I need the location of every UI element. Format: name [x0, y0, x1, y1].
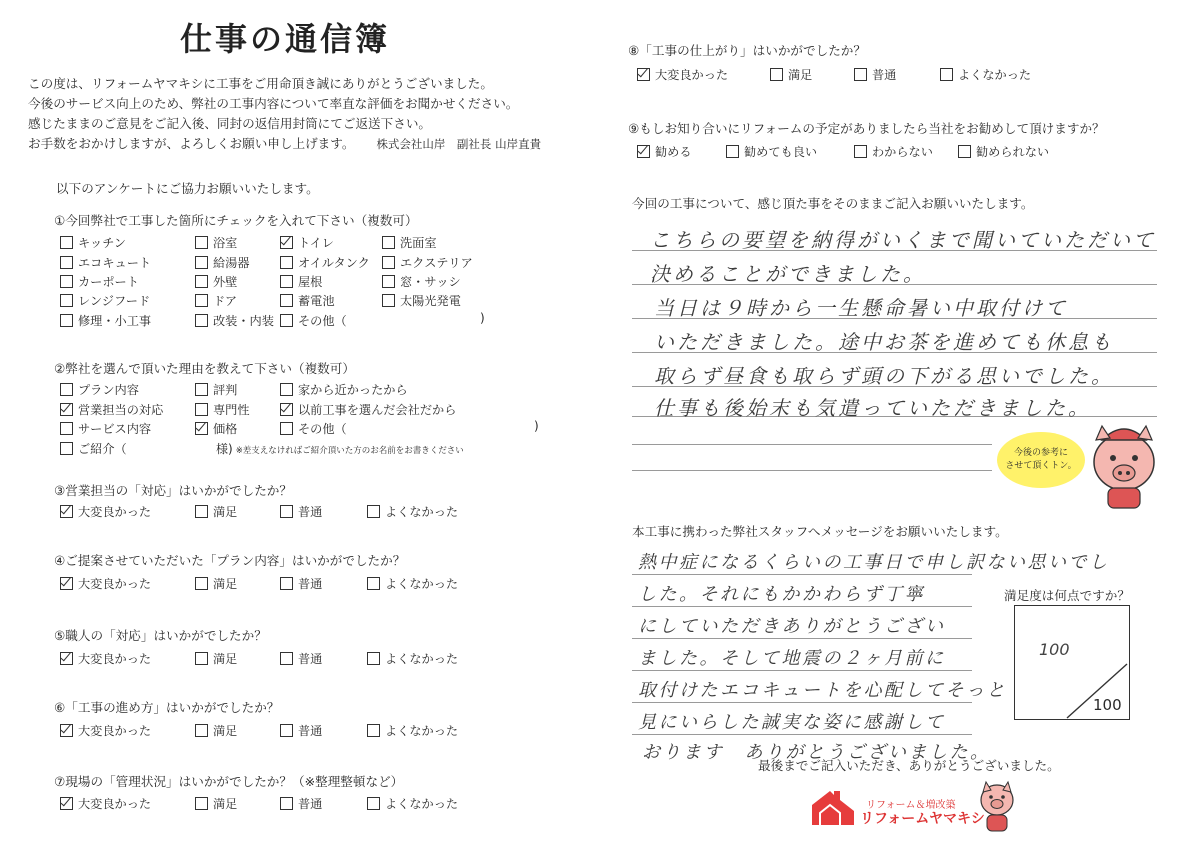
comment-line: 決めることができました。: [650, 262, 926, 286]
q8-option[interactable]: [854, 66, 896, 83]
q5-option[interactable]: [195, 650, 237, 667]
q4-option[interactable]: [367, 575, 458, 592]
checkbox[interactable]: [280, 505, 293, 518]
option-label: 窓・サッシ: [400, 275, 461, 289]
q9-option[interactable]: [637, 143, 692, 160]
option-label: わからない: [872, 145, 933, 159]
intro-text: [28, 74, 541, 154]
q1-option[interactable]: [280, 234, 334, 251]
referral-note: ※差支えなければご紹介頂いた方のお名前をお書きください: [235, 446, 464, 456]
checkbox[interactable]: [60, 442, 73, 455]
option-label: プラン内容: [78, 383, 139, 397]
checkbox[interactable]: [280, 314, 293, 327]
q8-option[interactable]: [637, 66, 728, 83]
closing-message: 最後までご記入いただき、ありがとうございました。: [758, 758, 1060, 773]
q1-option[interactable]: [60, 254, 151, 271]
q9-option[interactable]: [958, 143, 1049, 160]
q8-option[interactable]: [770, 66, 812, 83]
q2-option[interactable]: [195, 401, 250, 418]
option-label: 修理・小工事: [78, 314, 152, 328]
comment-line: こちらの要望を納得がいくまで聞いていただいて: [650, 228, 1156, 252]
q5-option[interactable]: [60, 650, 151, 667]
satisfaction-score-box: [1014, 605, 1130, 720]
comment-line: 仕事も後始末も気遣っていただきました。: [654, 396, 1091, 420]
option-label: 大変良かった: [78, 505, 152, 519]
q1-option[interactable]: [280, 254, 370, 271]
option-label: 太陽光発電: [400, 294, 461, 308]
checkbox[interactable]: [195, 256, 208, 269]
checkbox[interactable]: [60, 275, 73, 288]
q2-option[interactable]: [60, 381, 139, 398]
q2-other-close: ): [534, 419, 539, 433]
comment-line: 取らず昼食も取らず頭の下がる思いでした。: [654, 364, 1114, 388]
q6-option[interactable]: [280, 722, 322, 739]
checkbox[interactable]: [60, 652, 73, 665]
checkbox[interactable]: [637, 145, 650, 158]
comments-label: 今回の工事について、感じ頂た事をそのままご記入お願いいたします。: [632, 196, 1034, 211]
referral-suffix: 様) ※差支えなければご紹介頂いた方のお名前をお書きください: [216, 442, 464, 456]
pig-logo-icon: [974, 780, 1020, 834]
checkbox[interactable]: [382, 236, 395, 249]
question-3-label: ③営業担当の「対応」はいかがでしたか？: [54, 483, 292, 498]
checkbox[interactable]: [280, 256, 293, 269]
option-label: 外壁: [213, 275, 238, 289]
checkbox[interactable]: [280, 724, 293, 737]
checkbox[interactable]: [280, 422, 293, 435]
option-label: 大変良かった: [78, 652, 152, 666]
q7-option[interactable]: [60, 795, 151, 812]
checkbox[interactable]: [195, 797, 208, 810]
checkbox[interactable]: [854, 68, 867, 81]
option-label: 満足: [788, 68, 813, 82]
checkbox[interactable]: [60, 294, 73, 307]
option-label: 勧められない: [976, 145, 1050, 159]
checkbox[interactable]: [367, 652, 380, 665]
q4-option[interactable]: [195, 575, 237, 592]
q2-option[interactable]: [280, 420, 347, 437]
option-label: 価格: [213, 422, 238, 436]
option-label: よくなかった: [385, 797, 459, 811]
question-2-label: ②弊社を選んで頂いた理由を教えて下さい（複数可）: [54, 361, 355, 376]
option-label: よくなかった: [958, 68, 1032, 82]
q7-option[interactable]: [280, 795, 322, 812]
intro-line: 感じたままのご意見をご記入後、同封の返信用封筒にてご返送下さい。: [28, 116, 431, 131]
staff-message-line: 取付けたエコキュートを心配してそっと: [638, 680, 1007, 701]
satisfaction-score: 100: [1039, 640, 1070, 659]
ruled-line: [632, 702, 972, 703]
option-label: 専門性: [213, 403, 250, 417]
q1-option[interactable]: [195, 254, 250, 271]
checkbox[interactable]: [637, 68, 650, 81]
q1-option[interactable]: [195, 292, 237, 309]
checkbox[interactable]: [280, 652, 293, 665]
question-6-label: ⑥「工事の進め方」はいかがでしたか？: [54, 700, 280, 715]
option-label: 営業担当の対応: [78, 403, 164, 417]
question-7-label: ⑦現場の「管理状況」はいかがでしたか？（※整理整頓など）: [54, 774, 404, 789]
option-label: 大変良かった: [655, 68, 729, 82]
option-label: 満足: [213, 797, 238, 811]
option-label: 評判: [213, 383, 238, 397]
checkbox[interactable]: [280, 275, 293, 288]
staff-message-line: 見にいらした誠実な姿に感謝して: [638, 712, 946, 733]
checkbox[interactable]: [280, 383, 293, 396]
q1-option[interactable]: [60, 292, 150, 309]
q1-option[interactable]: [195, 312, 274, 329]
option-label: 屋根: [298, 275, 323, 289]
house-logo-icon: [810, 787, 856, 827]
q1-option[interactable]: [60, 312, 151, 329]
speech-bubble: 今後の参考に させて頂くトン。: [997, 432, 1085, 488]
checkbox[interactable]: [195, 403, 208, 416]
staff-message-line: おります ありがとうございました。: [642, 742, 991, 763]
option-label: よくなかった: [385, 505, 459, 519]
question-4-label: ④ご提案させていただいた「プラン内容」はいかがでしたか？: [54, 553, 406, 568]
option-label: 大変良かった: [78, 797, 152, 811]
question-9-label: ⑨もしお知り合いにリフォームの予定がありましたら当社をお勧めして頂けますか？: [628, 121, 1105, 136]
q5-option[interactable]: [280, 650, 322, 667]
q1-option[interactable]: [382, 273, 461, 290]
q6-option[interactable]: [195, 722, 237, 739]
checkbox[interactable]: [195, 383, 208, 396]
q7-option[interactable]: [367, 795, 458, 812]
checkbox[interactable]: [367, 577, 380, 590]
question-5-label: ⑤職人の「対応」はいかがでしたか？: [54, 628, 267, 643]
page-title: 仕事の通信簿: [179, 20, 390, 58]
checkbox[interactable]: [367, 797, 380, 810]
checkbox[interactable]: [60, 383, 73, 396]
checkbox[interactable]: [367, 724, 380, 737]
satisfaction-label: 満足度は何点ですか？: [1004, 588, 1130, 603]
q3-option[interactable]: [60, 503, 151, 520]
q1-option[interactable]: [382, 234, 437, 251]
option-label: よくなかった: [385, 724, 459, 738]
checkbox[interactable]: [195, 314, 208, 327]
checkbox[interactable]: [195, 577, 208, 590]
signature: 株式会社山岸 副社長 山岸直貴: [376, 137, 542, 151]
ruled-line: [632, 574, 972, 575]
option-label: オイルタンク: [298, 256, 370, 270]
option-label: 大変良かった: [78, 724, 152, 738]
checkbox[interactable]: [60, 236, 73, 249]
q1-option[interactable]: [195, 234, 237, 251]
q1-option[interactable]: [195, 273, 237, 290]
checkbox[interactable]: [382, 256, 395, 269]
checkbox[interactable]: [60, 577, 73, 590]
option-label: トイレ: [298, 236, 334, 250]
checkbox[interactable]: [195, 294, 208, 307]
option-label: 以前工事を選んだ会社だから: [298, 403, 457, 417]
q3-option[interactable]: [195, 503, 237, 520]
q4-option[interactable]: [280, 575, 322, 592]
q5-option[interactable]: [367, 650, 458, 667]
q9-option[interactable]: [854, 143, 933, 160]
staff-message-label: 本工事に携わった弊社スタッフへメッセージをお願いいたします。: [632, 524, 1008, 539]
staff-message-line: した。それにもかかわらず丁寧: [638, 584, 925, 605]
q1-other-close: ): [480, 311, 485, 325]
checkbox[interactable]: [940, 68, 953, 81]
checkbox[interactable]: [958, 145, 971, 158]
checkbox[interactable]: [60, 724, 73, 737]
checkbox[interactable]: [60, 505, 73, 518]
checkbox[interactable]: [280, 577, 293, 590]
checkbox[interactable]: [280, 797, 293, 810]
intro-line: 今後のサービス向上のため、弊社の工事内容について率直な評価をお聞かせください。: [28, 96, 519, 111]
checkbox[interactable]: [60, 422, 73, 435]
q7-option[interactable]: [195, 795, 237, 812]
option-label: ご紹介（: [78, 442, 127, 456]
option-label: エコキュート: [78, 256, 152, 270]
checkbox[interactable]: [60, 256, 73, 269]
logo-tagline: リフォーム＆増改築: [866, 800, 956, 811]
option-label: 満足: [213, 724, 238, 738]
checkbox[interactable]: [195, 236, 208, 249]
option-label: 勧める: [655, 145, 692, 159]
comment-line: 当日は９時から一生懸命暑い中取付けて: [654, 296, 1068, 320]
option-label: カーポート: [78, 275, 139, 289]
q1-option[interactable]: [280, 273, 322, 290]
option-label: 普通: [298, 724, 323, 738]
ruled-line: [632, 470, 992, 471]
option-label: 改装・内装: [213, 314, 274, 328]
question-1-label: ①今回弊社で工事した箇所にチェックを入れて下さい（複数可）: [54, 213, 418, 228]
q1-option[interactable]: [382, 292, 461, 309]
option-label: よくなかった: [385, 577, 459, 591]
ruled-line: [632, 638, 972, 639]
option-label: 普通: [872, 68, 897, 82]
q1-option[interactable]: [280, 292, 335, 309]
ruled-line: [632, 606, 972, 607]
q2-option[interactable]: [60, 401, 163, 418]
q1-option[interactable]: [60, 234, 126, 251]
comment-line: いただきました。途中お茶を進めても休息も: [654, 330, 1114, 354]
q1-option[interactable]: [280, 312, 347, 329]
checkbox[interactable]: [195, 505, 208, 518]
option-label: 満足: [213, 577, 238, 591]
q9-option[interactable]: [726, 143, 817, 160]
staff-message-line: にしていただきありがとうござい: [638, 616, 946, 637]
checkbox[interactable]: [854, 145, 867, 158]
checkbox[interactable]: [280, 403, 293, 416]
q2-option[interactable]: [60, 420, 151, 437]
checkbox[interactable]: [195, 652, 208, 665]
ruled-line: [632, 734, 972, 735]
option-label: 普通: [298, 505, 323, 519]
option-label: 普通: [298, 797, 323, 811]
q3-option[interactable]: [280, 503, 322, 520]
checkbox[interactable]: [195, 422, 208, 435]
satisfaction-max: 100: [1093, 696, 1122, 714]
option-label: 大変良かった: [78, 577, 152, 591]
intro-line: お手数をおかけしますが、よろしくお願い申し上げます。 株式会社山岸 副社長 山岸直貴: [28, 136, 542, 151]
q6-option[interactable]: [60, 722, 151, 739]
staff-message-line: 熱中症になるくらいの工事日で申し訳ない思いでし: [638, 552, 1110, 573]
checkbox[interactable]: [195, 275, 208, 288]
option-label: その他（: [298, 314, 347, 328]
checkbox[interactable]: [367, 505, 380, 518]
q8-option[interactable]: [940, 66, 1031, 83]
q2-option[interactable]: [195, 381, 237, 398]
intro-line: この度は、リフォームヤマキシに工事をご用命頂き誠にありがとうございました。: [28, 76, 493, 91]
q2-option[interactable]: [280, 381, 408, 398]
q2-option[interactable]: [280, 401, 456, 418]
option-label: キッチン: [78, 236, 126, 250]
checkbox[interactable]: [60, 797, 73, 810]
checkbox[interactable]: [195, 724, 208, 737]
ruled-line: [632, 670, 972, 671]
option-label: よくなかった: [385, 652, 459, 666]
ruled-line: [632, 444, 992, 445]
option-label: ドア: [213, 294, 238, 308]
q3-option[interactable]: [367, 503, 458, 520]
q2-option[interactable]: [195, 420, 237, 437]
question-8-label: ⑧「工事の仕上がり」はいかがでしたか？: [628, 43, 866, 58]
option-label: 蓄電池: [298, 294, 335, 308]
option-label: 普通: [298, 577, 323, 591]
q1-option[interactable]: [382, 254, 473, 271]
checkbox[interactable]: [280, 294, 293, 307]
checkbox[interactable]: [60, 403, 73, 416]
option-label: サービス内容: [78, 422, 152, 436]
option-label: レンジフード: [78, 294, 151, 308]
q4-option[interactable]: [60, 575, 151, 592]
q1-option[interactable]: [60, 273, 139, 290]
staff-message-line: ました。そして地震の２ヶ月前に: [638, 648, 946, 669]
option-label: 浴室: [213, 236, 238, 250]
checkbox[interactable]: [726, 145, 739, 158]
option-label: 給湯器: [213, 256, 250, 270]
logo-brand: リフォームヤマキシ: [860, 811, 985, 827]
q2-option[interactable]: [60, 440, 127, 457]
checkbox[interactable]: [382, 294, 395, 307]
checkbox[interactable]: [280, 236, 293, 249]
option-label: その他（: [298, 422, 347, 436]
option-label: 勧めても良い: [744, 145, 818, 159]
option-label: エクステリア: [400, 256, 473, 270]
option-label: 満足: [213, 505, 238, 519]
option-label: 普通: [298, 652, 323, 666]
survey-prompt: 以下のアンケートにご協力お願いいたします。: [56, 181, 319, 196]
option-label: 洗面室: [400, 236, 437, 250]
pig-mascot-icon: [1080, 418, 1170, 514]
option-label: 満足: [213, 652, 238, 666]
q6-option[interactable]: [367, 722, 458, 739]
option-label: 家から近かったから: [298, 383, 408, 397]
checkbox[interactable]: [382, 275, 395, 288]
checkbox[interactable]: [60, 314, 73, 327]
checkbox[interactable]: [770, 68, 783, 81]
